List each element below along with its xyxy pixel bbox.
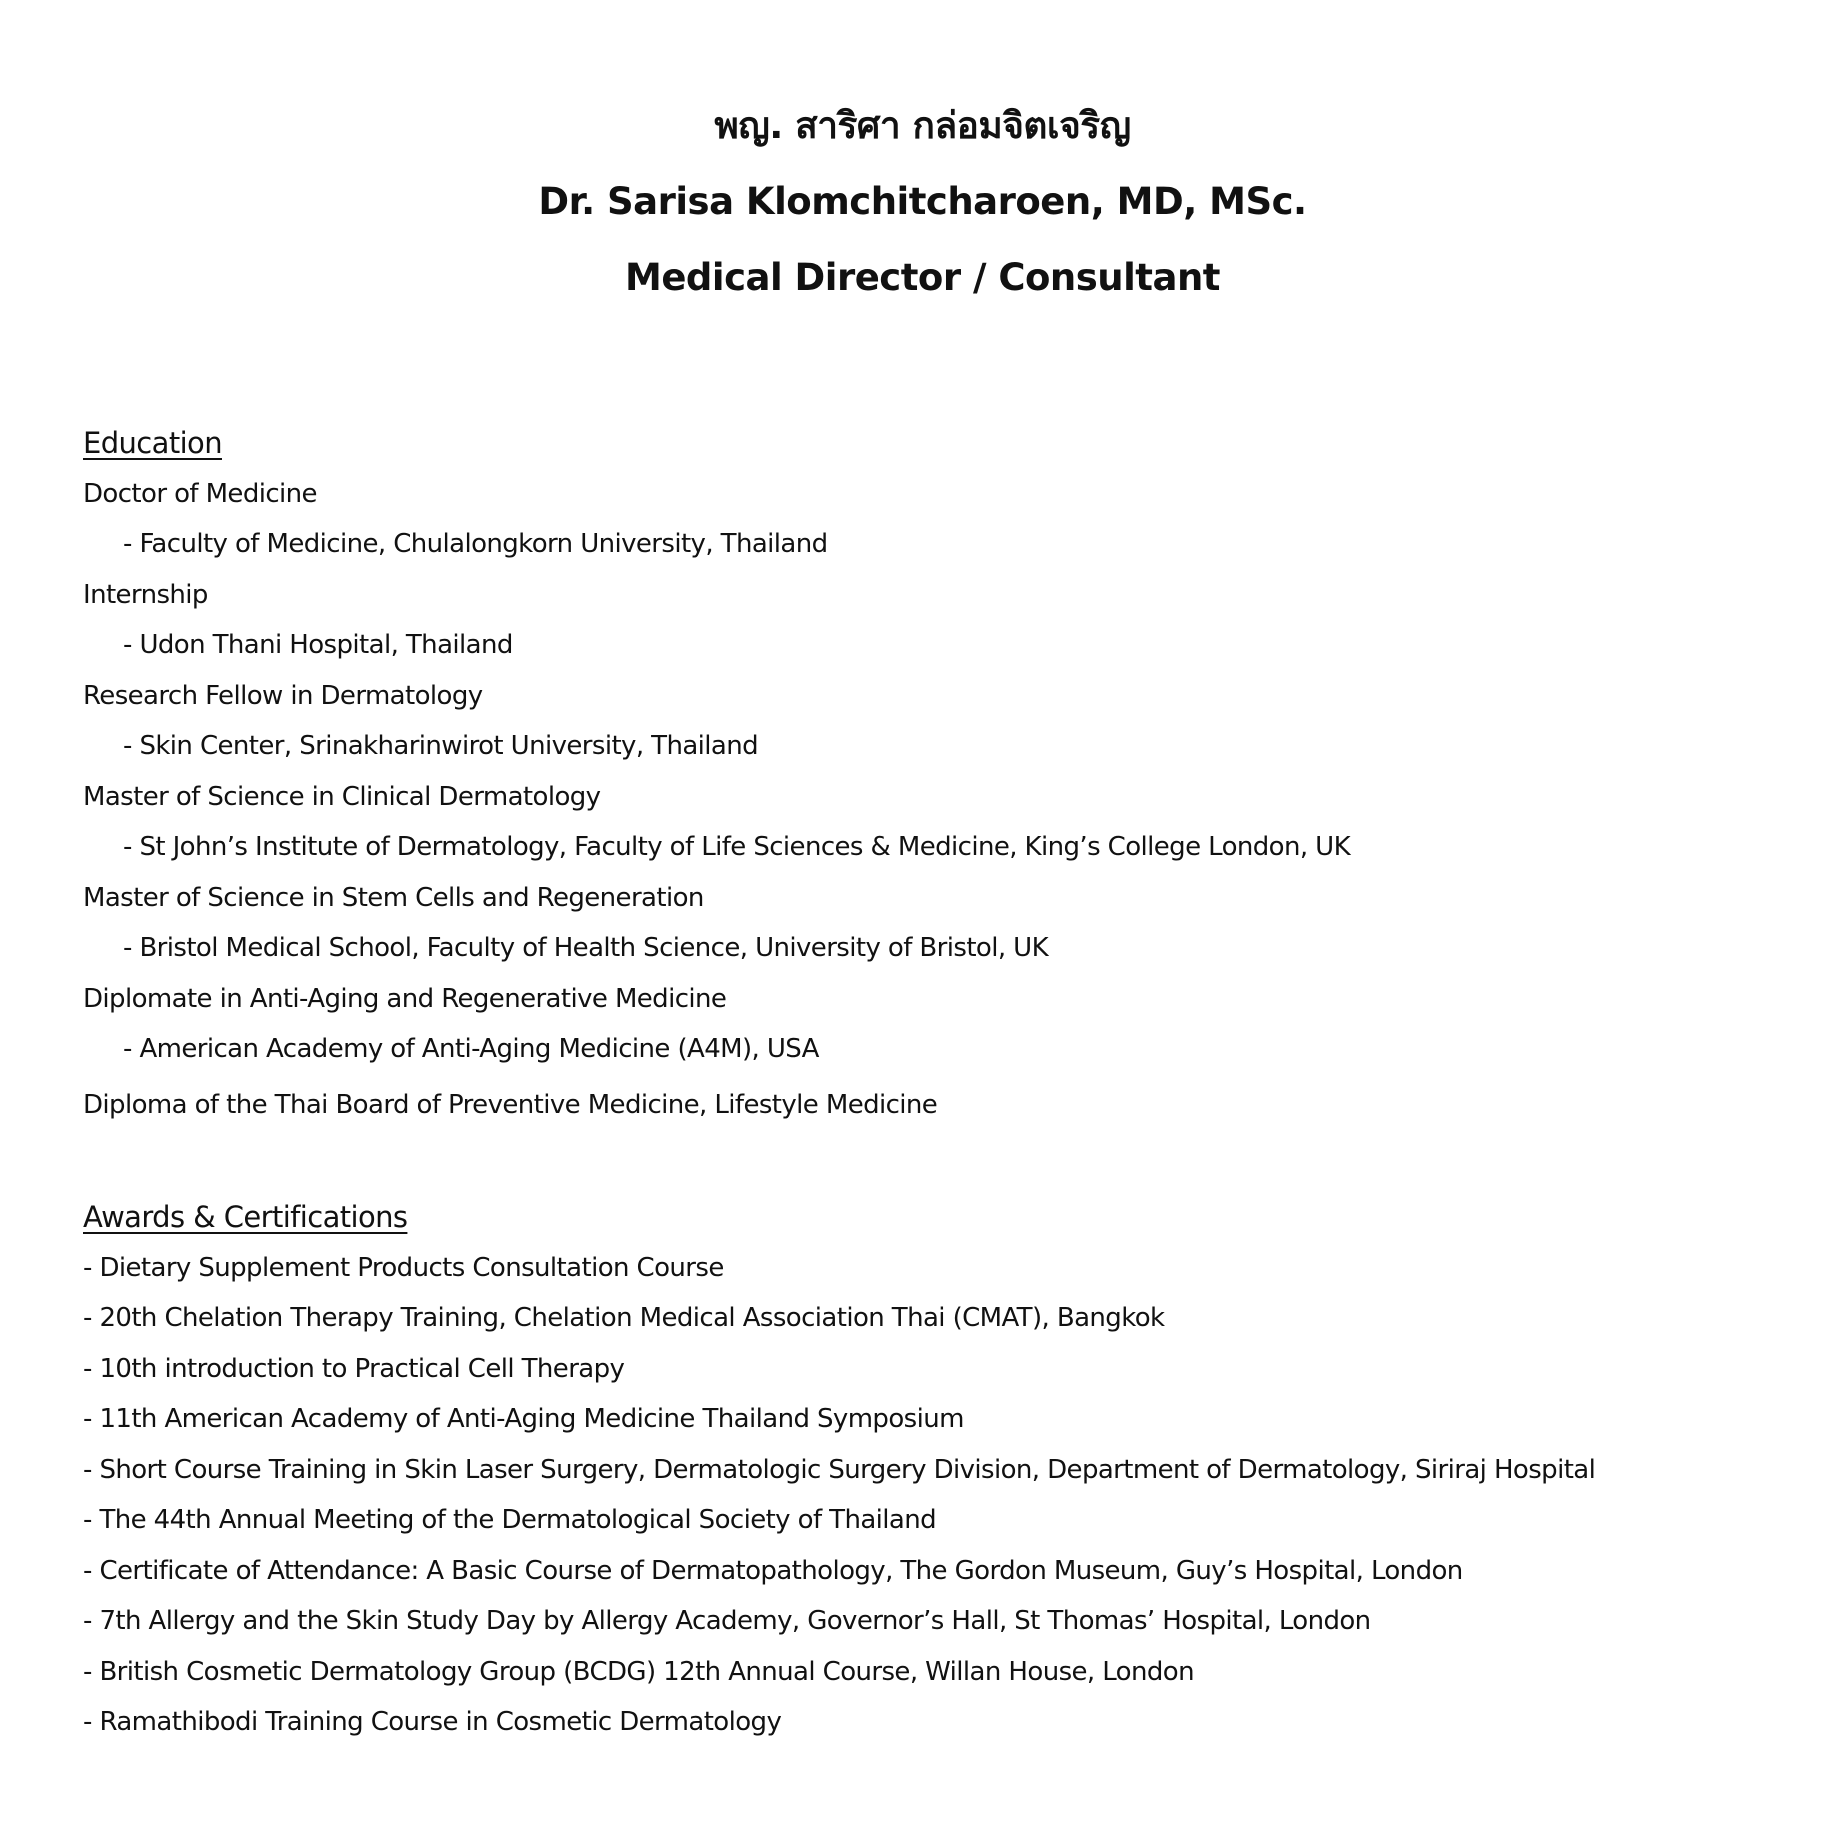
education-heading: Education xyxy=(83,426,222,460)
education-institution: - Bristol Medical School, Faculty of Health Science, University of Bristol, UK xyxy=(123,933,1049,963)
award-item: - 10th introduction to Practical Cell Therapy xyxy=(83,1353,625,1384)
education-degree: Master of Science in Stem Cells and Regeneration xyxy=(83,882,704,913)
awards-section xyxy=(83,1192,1823,1748)
profile-header xyxy=(0,88,1845,316)
education-degree: Master of Science in Clinical Dermatology xyxy=(83,781,601,812)
award-item: - 20th Chelation Therapy Training, Chelation Medical Association Thai (CMAT), Bangkok xyxy=(83,1303,1165,1333)
award-item: - 7th Allergy and the Skin Study Day by Allergy Academy, Governor’s Hall, St Thomas’ Hospital, London xyxy=(83,1606,1371,1636)
education-institution: - American Academy of Anti-Aging Medicine (A4M), USA xyxy=(123,1034,819,1064)
award-item: - Short Course Training in Skin Laser Surgery, Dermatologic Surgery Division, Department of Dermatology, Siriraj Hospital xyxy=(83,1454,1596,1485)
awards-list xyxy=(83,1243,1823,1748)
position-title: Medical Director / Consultant xyxy=(625,256,1220,299)
award-item: - Ramathibodi Training Course in Cosmetic Dermatology xyxy=(83,1707,782,1737)
award-item: - Dietary Supplement Products Consultation Course xyxy=(83,1252,724,1283)
education-degree: Diplomate in Anti-Aging and Regenerative Medicine xyxy=(83,983,727,1014)
thai-name: พญ. สาริศา กล่อมจิตเจริญ xyxy=(714,104,1131,147)
award-item: - 11th American Academy of Anti-Aging Medicine Thailand Symposium xyxy=(83,1404,964,1434)
education-institution: - St John’s Institute of Dermatology, Faculty of Life Sciences & Medicine, King’s College London, UK xyxy=(123,832,1351,862)
profile-content xyxy=(83,418,1823,1748)
education-institution: - Faculty of Medicine, Chulalongkorn University, Thailand xyxy=(123,529,828,559)
education-degree: Research Fellow in Dermatology xyxy=(83,680,483,711)
section-spacer xyxy=(83,1130,1823,1192)
award-item: - British Cosmetic Dermatology Group (BCDG) 12th Annual Course, Willan House, London xyxy=(83,1656,1194,1687)
education-degree: Doctor of Medicine xyxy=(83,478,317,509)
education-list xyxy=(83,469,1823,1131)
award-item: - The 44th Annual Meeting of the Dermatological Society of Thailand xyxy=(83,1505,937,1535)
english-name: Dr. Sarisa Klomchitcharoen, MD, MSc. xyxy=(538,180,1307,223)
education-institution: - Skin Center, Srinakharinwirot University, Thailand xyxy=(123,731,759,761)
award-item: - Certificate of Attendance: A Basic Course of Dermatopathology, The Gordon Museum, Guy’s Hospital, London xyxy=(83,1555,1463,1586)
education-section xyxy=(83,418,1823,1130)
education-institution: - Udon Thani Hospital, Thailand xyxy=(123,630,513,660)
awards-heading: Awards & Certifications xyxy=(83,1200,408,1234)
education-degree: Internship xyxy=(83,579,208,610)
education-diploma: Diploma of the Thai Board of Preventive Medicine, Lifestyle Medicine xyxy=(83,1089,938,1120)
